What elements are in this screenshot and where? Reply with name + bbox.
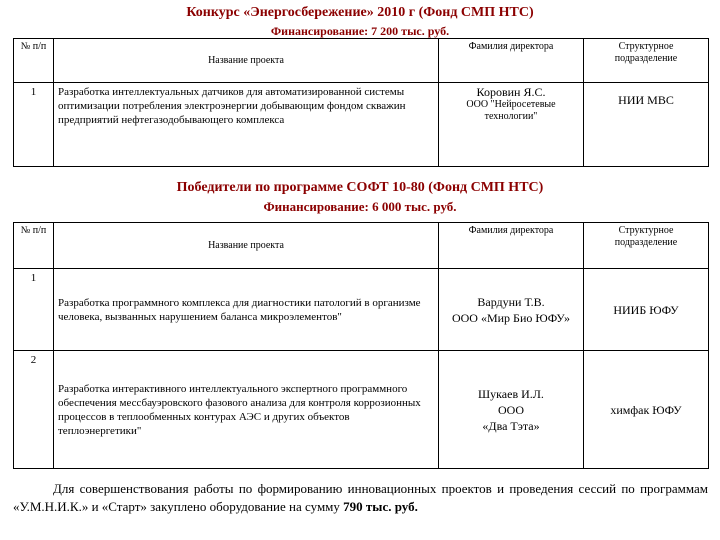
row-unit: НИИ МВС bbox=[584, 83, 709, 167]
director-org: ООО «Мир Био ЮФУ» bbox=[451, 310, 571, 325]
row-project: Разработка интеллектуальных датчиков для автоматизированной системы оптимизации потребления электроэнергии добывающим фондом скважин предприятий нефтегазодобывающего комплекса bbox=[54, 83, 439, 167]
director-name: Коровин Я.С. bbox=[476, 85, 546, 99]
header-unit: Структурное подразделение bbox=[584, 223, 709, 269]
row-project: Разработка интерактивного интеллектуального экспертного программного обеспечения мессбауэровского фазового анализа для контроля коррозионных процессов в теплообменных контурах АЭС и других объектов теплоэнергетики" bbox=[54, 351, 439, 469]
header-num: № п/п bbox=[14, 223, 54, 269]
section1-title: Конкурс «Энергосбережение» 2010 г (Фонд СМП НТС) bbox=[186, 5, 534, 20]
table-header-row bbox=[14, 39, 709, 83]
director-name: Шукаев И.Л. bbox=[478, 386, 544, 401]
director-name: Вардуни Т.В. bbox=[477, 294, 545, 309]
row-director bbox=[439, 83, 584, 167]
header-num: № п/п bbox=[14, 39, 54, 83]
footer-amount: 790 тыс. руб. bbox=[343, 499, 418, 514]
table-header-row bbox=[14, 223, 709, 269]
row-unit: химфак ЮФУ bbox=[584, 351, 709, 469]
header-project: Название проекта bbox=[54, 223, 439, 269]
footer-text: Для совершенствования работы по формированию инновационных проектов и проведения сессий по программам «У.М.Н.И.К.» и «Старт» закуплено оборудование на сумму bbox=[13, 481, 708, 514]
soft-program-table bbox=[13, 222, 709, 469]
section2-subtitle: Финансирование: 6 000 тыс. руб. bbox=[263, 199, 457, 214]
footer-paragraph bbox=[13, 480, 708, 516]
director-org-line1: ООО bbox=[498, 402, 524, 417]
table-row bbox=[14, 351, 709, 469]
row-num: 1 bbox=[14, 269, 54, 351]
header-project: Название проекта bbox=[54, 39, 439, 83]
section1-subtitle: Финансирование: 7 200 тыс. руб. bbox=[270, 24, 450, 38]
header-director: Фамилия директора bbox=[439, 223, 584, 269]
row-project: Разработка программного комплекса для диагностики патологий в организме человека, вызванных нарушением баланса микроэлементов" bbox=[54, 269, 439, 351]
energy-saving-table bbox=[13, 38, 709, 167]
section2-title: Победители по программе СОФТ 10-80 (Фонд СМП НТС) bbox=[176, 180, 544, 195]
row-director bbox=[439, 351, 584, 469]
row-num: 1 bbox=[14, 83, 54, 167]
header-director: Фамилия директора bbox=[439, 39, 584, 83]
table-row bbox=[14, 269, 709, 351]
row-unit: НИИБ ЮФУ bbox=[584, 269, 709, 351]
table-row bbox=[14, 83, 709, 167]
header-unit: Структурное подразделение bbox=[584, 39, 709, 83]
director-org: ООО "Нейросетевые технологии" bbox=[466, 99, 556, 122]
row-director bbox=[439, 269, 584, 351]
director-org-line2: «Два Тэта» bbox=[482, 418, 540, 433]
row-num: 2 bbox=[14, 351, 54, 469]
